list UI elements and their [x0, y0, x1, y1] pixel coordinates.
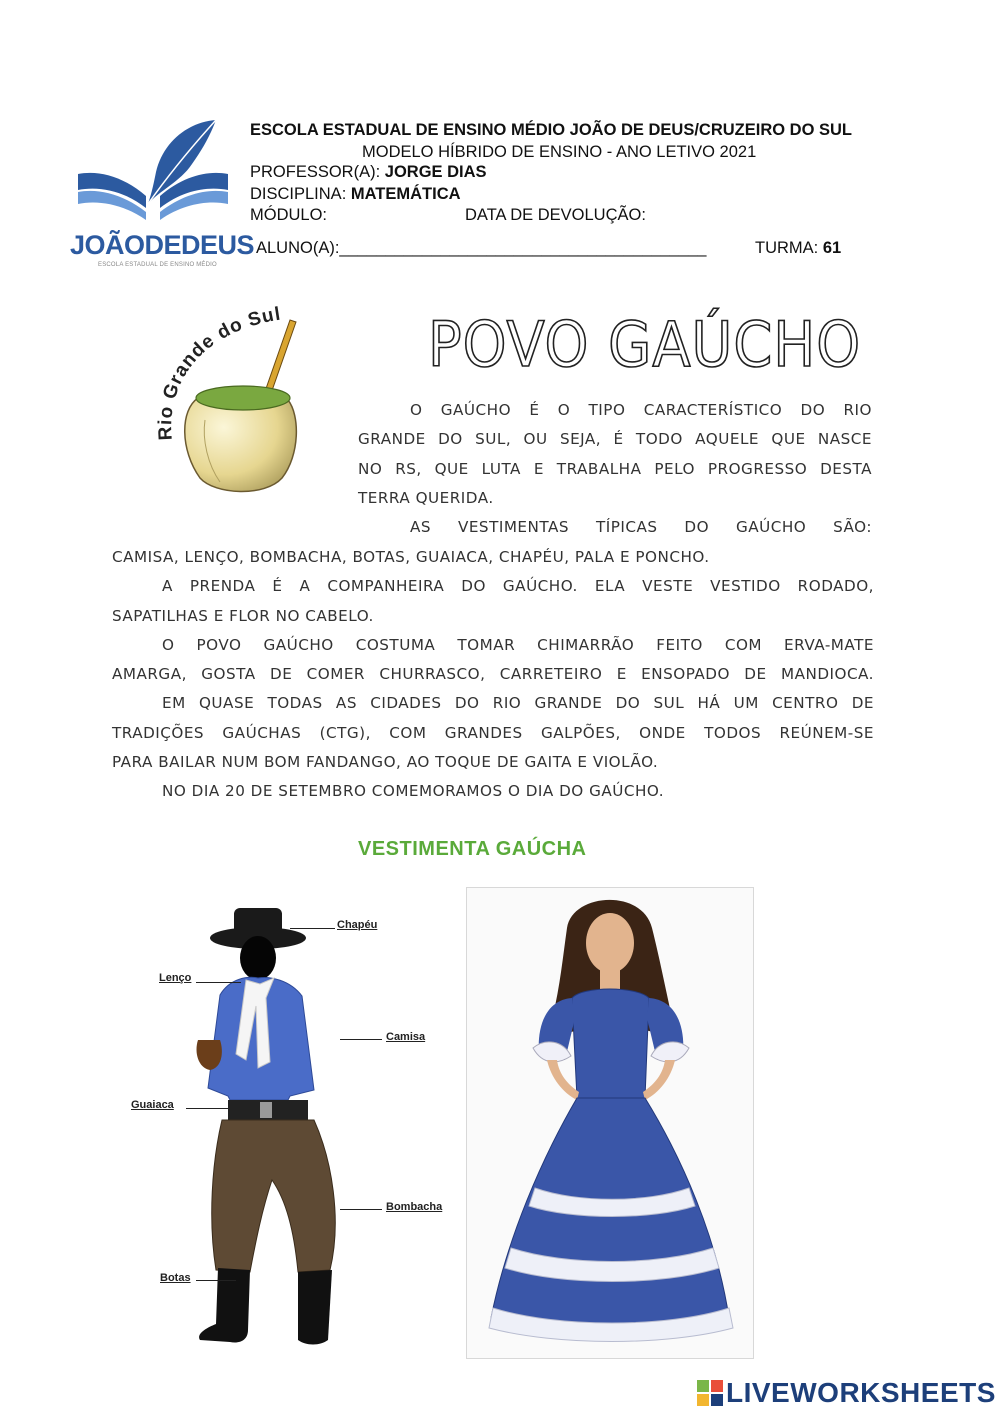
- prenda-image-frame: [466, 887, 754, 1359]
- module-label: MÓDULO:: [250, 206, 328, 224]
- discipline-name: MATEMÁTICA: [350, 185, 461, 203]
- illustration-arc-text: Rio Grande do Sul: [155, 303, 283, 441]
- p4-line-2: AMARGA, GOSTA DE COMER CHURRASCO, CARRETEIRO E ENSOPADO DE MANDIOCA.: [112, 665, 874, 684]
- class-value: 61: [822, 239, 842, 257]
- model-line: MODELO HÍBRIDO DE ENSINO - ANO LETIVO 2021: [362, 143, 757, 161]
- chimarrao-illustration: [150, 300, 335, 505]
- p5-line-2: TRADIÇÕES GAÚCHAS (CTG), COM GRANDES GALPÕES, ONDE TODOS REÚNEM-SE: [112, 723, 874, 742]
- paragraph-2-continued: [112, 543, 874, 807]
- prenda-figure: [467, 888, 753, 1358]
- p5-line-3: PARA BAILAR NUM BOM FANDANGO, AO TOQUE DE GAITA E VIOLÃO.: [112, 753, 659, 772]
- watermark-text: LIVEWORKSHEETS: [726, 1377, 996, 1408]
- p5-line-1: EM QUASE TODAS AS CIDADES DO RIO GRANDE DO SUL HÁ UM CENTRO DE: [162, 694, 874, 713]
- discipline-label: DISCIPLINA:: [250, 185, 351, 203]
- return-date-label: DATA DE DEVOLUÇÃO:: [465, 206, 646, 224]
- professor-label: PROFESSOR(A):: [250, 163, 385, 181]
- label-chapeu: Chapéu: [337, 919, 378, 931]
- discipline-line: [250, 184, 461, 204]
- chapeu-leader-line: [290, 928, 335, 929]
- p2-line-2: CAMISA, LENÇO, BOMBACHA, BOTAS, GUAIACA, CHAPÉU, PALA E PONCHO.: [112, 548, 710, 566]
- p1-line-3: NO RS, QUE LUTA E TRABALHA PELO PROGRESSO DESTA: [358, 459, 872, 478]
- class-label: TURMA:: [755, 239, 823, 257]
- label-botas: Botas: [160, 1272, 191, 1284]
- logo-subtitle: ESCOLA ESTADUAL DE ENSINO MÉDIO: [98, 262, 217, 268]
- liveworksheets-watermark: [697, 1378, 996, 1408]
- p2-line-1: AS VESTIMENTAS TÍPICAS DO GAÚCHO SÃO:: [410, 518, 872, 537]
- camisa-leader-line: [340, 1039, 382, 1040]
- p1-line-2: GRANDE DO SUL, OU SEJA, É TODO AQUELE QUE NASCE: [358, 430, 872, 449]
- liveworksheets-logo-icon: [697, 1380, 723, 1406]
- label-bombacha: Bombacha: [386, 1201, 443, 1213]
- school-logo: [68, 112, 255, 268]
- page-title: POVO GAÚCHO: [428, 308, 862, 381]
- botas-leader-line: [196, 1280, 236, 1281]
- section-title: VESTIMENTA GAÚCHA: [358, 838, 587, 860]
- professor-line: [250, 162, 487, 182]
- guaiaca-leader-line: [186, 1108, 232, 1109]
- book-feather-icon: [68, 112, 243, 232]
- p6-line-1: NO DIA 20 DE SETEMBRO COMEMORAMOS O DIA DO GAÚCHO.: [162, 782, 665, 801]
- p1-line-4: TERRA QUERIDA.: [358, 488, 494, 507]
- class-line: [755, 238, 841, 258]
- lenco-leader-line: [196, 982, 241, 983]
- bombacha-leader-line: [340, 1209, 382, 1210]
- logo-name: JOÃODEDEUS: [70, 230, 255, 260]
- label-lenco: Lenço: [159, 972, 192, 984]
- professor-name: JORGE DIAS: [384, 163, 487, 181]
- student-name-field[interactable]: ALUNO(A):________________________________________: [256, 239, 707, 257]
- p1-line-1: O GAÚCHO É O TIPO CARACTERÍSTICO DO RIO: [410, 401, 872, 419]
- paragraph-1: [358, 396, 872, 542]
- label-camisa: Camisa: [386, 1031, 426, 1043]
- p3-line-2: SAPATILHAS E FLOR NO CABELO.: [112, 606, 374, 625]
- label-guaiaca: Guaiaca: [131, 1099, 174, 1111]
- gaucho-figure: [190, 900, 370, 1360]
- p4-line-1: O POVO GAÚCHO COSTUMA TOMAR CHIMARRÃO FEITO COM ERVA-MATE: [162, 635, 874, 654]
- p3-line-1: A PRENDA É A COMPANHEIRA DO GAÚCHO. ELA VESTE VESTIDO RODADO,: [162, 577, 874, 596]
- school-name: ESCOLA ESTADUAL DE ENSINO MÉDIO JOÃO DE DEUS/CRUZEIRO DO SUL: [250, 121, 853, 139]
